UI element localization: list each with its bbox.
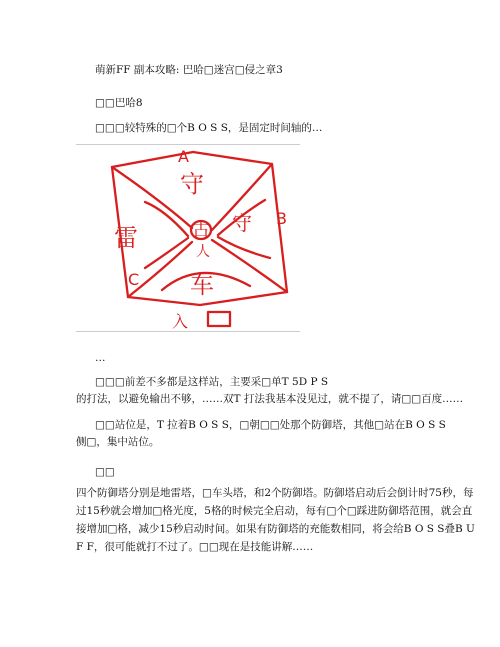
- doc-subtitle: □□巴哈8: [95, 97, 143, 109]
- label-right-letter: B: [276, 209, 287, 228]
- para3-line2: 过15秒就会增加□格光度，5格的时候完全启动，每有□个□踩进防御塔范围，就会直: [76, 505, 473, 517]
- para1-line2: 的打法，以避免输出不够，……双T 打法我基本没见过，就不提了，请□□百度……: [76, 393, 464, 405]
- para2-line2: 侧□，集中站位。: [76, 436, 160, 448]
- para1-line1: □□□前差不多都是这样站，主要采□单T 5D P S: [95, 376, 329, 388]
- sketch-left-wedge: [145, 202, 188, 268]
- sketch-entrance-box: [208, 312, 230, 326]
- para2-line1: □□站位是，T 拉着B O S S，□朝□□处那个防御塔，其他□站在B O S S: [95, 419, 446, 431]
- label-left-letter: C: [128, 270, 140, 289]
- doc-intro: □□□较特殊的□个B O S S，是固定时间轴的…: [95, 122, 323, 134]
- label-left-char: 雷: [114, 224, 138, 252]
- boss-room-sketch: [100, 140, 300, 330]
- para3-line1: 四个防御塔分别是地雷塔，□车头塔，和2个防御塔。防御塔启动后会倒计时75秒，每: [76, 487, 474, 499]
- label-top-letter: A: [178, 147, 189, 166]
- sketch-divider-right-bottom: [212, 240, 287, 292]
- para3: [76, 484, 475, 556]
- para3-heading: □□: [95, 466, 115, 478]
- label-person-char: 人: [196, 244, 210, 260]
- label-top-char: 守: [180, 170, 204, 198]
- para3-line3: 接增加□格，减少15秒启动时间。如果有防御塔的充能数相同，将会给B O S S叠B U: [76, 523, 475, 535]
- label-center-char: 古: [192, 220, 210, 241]
- label-bottom-char: 车: [190, 271, 214, 299]
- para3-line4: F F，很可能就打不过了。□□现在是技能讲解……: [76, 541, 314, 553]
- label-right-char: 守: [232, 211, 252, 235]
- divider-bottom: [76, 331, 300, 332]
- doc-ellipsis: …: [95, 352, 106, 364]
- label-entrance-char: 入: [172, 312, 189, 330]
- doc-title: 萌新FF 副本攻略: 巴哈□迷宫□侵之章3: [95, 64, 283, 76]
